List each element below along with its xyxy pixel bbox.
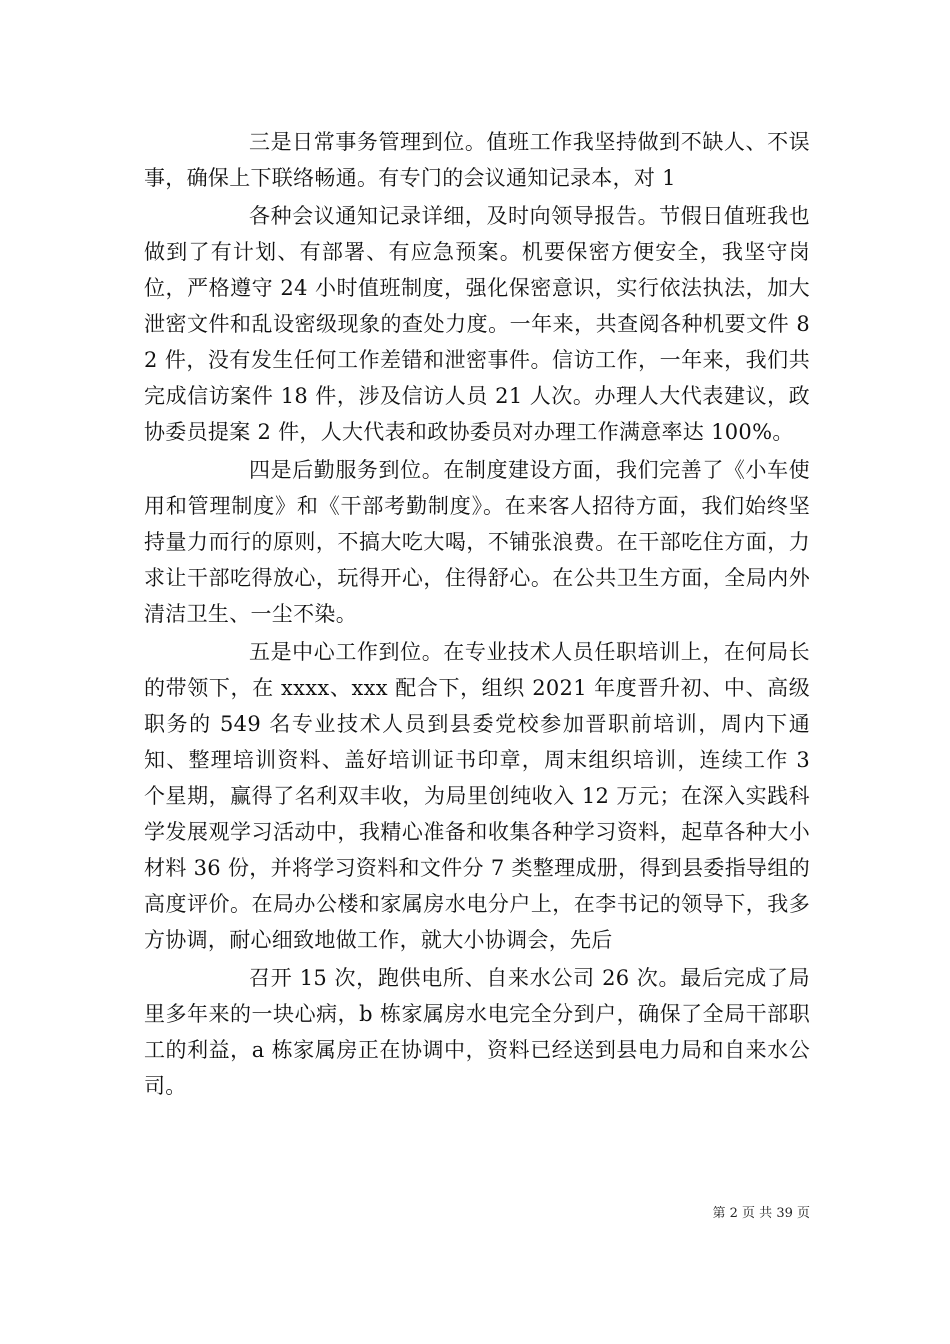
paragraph-central-work: 五是中心工作到位。在专业技术人员任职培训上，在何局长的带领下，在 xxxx、xxx 配合下，组织 2021 年度晋升初、中、高级职务的 549 名专业技术人员到县委党校参加晋职前培训，周内下通知、整理培训资料、盖好培训证书印章，周末组织培训，连续工作 3 个星期，赢得了名利双丰收，为局里创纯收入 12 万元；在深入实践科学发展观学习活动中，我精心准备和收集各种学习资料，起草各种大小材料 36 份，并将学习资料和文件分 7 类整理成册，得到县委指导组的高度评价。在局办公楼和家属房水电分户上，在李书记的领导下，我多方协调，耐心细致地做工作，就大小协调会，先后 (144, 640, 810, 952)
page-number-footer: 第 2 页 共 39 页 (712, 1206, 810, 1221)
paragraph-logistics: 四是后勤服务到位。在制度建设方面，我们完善了《小车使用和管理制度》和《干部考勤制度》。在来客人招待方面，我们始终坚持量力而行的原则，不搞大吃大喝，不铺张浪费。在干部吃住方面，力求让干部吃得放心，玩得开心，住得舒心。在公共卫生方面，全局内外清洁卫生、一尘不染。 (144, 458, 810, 626)
paragraph-meeting-notices: 各种会议通知记录详细，及时向领导报告。节假日值班我也做到了有计划、有部署、有应急预案。机要保密方便安全，我坚守岗位，严格遵守 24 小时值班制度，强化保密意识，实行依法执法，加大泄密文件和乱设密级现象的查处力度。一年来，共查阅各种机要文件 82 件，没有发生任何工作差错和泄密事件。信访工作，一年来，我们共完成信访案件 18 件，涉及信访人员 21 人次。办理人大代表建议，政协委员提案 2 件，人大代表和政协委员对办理工作满意率达 100%。 (144, 204, 810, 444)
document-body (144, 124, 810, 1106)
paragraph-coordination-meetings: 召开 15 次，跑供电所、自来水公司 26 次。最后完成了局里多年来的一块心病，b 栋家属房水电完全分到户，确保了全局干部职工的利益，a 栋家属房正在协调中，资料已经送到县电力局和自来水公司。 (144, 966, 810, 1098)
paragraph-daily-affairs: 三是日常事务管理到位。值班工作我坚持做到不缺人、不误事，确保上下联络畅通。有专门的会议通知记录本，对 1 (144, 130, 810, 190)
